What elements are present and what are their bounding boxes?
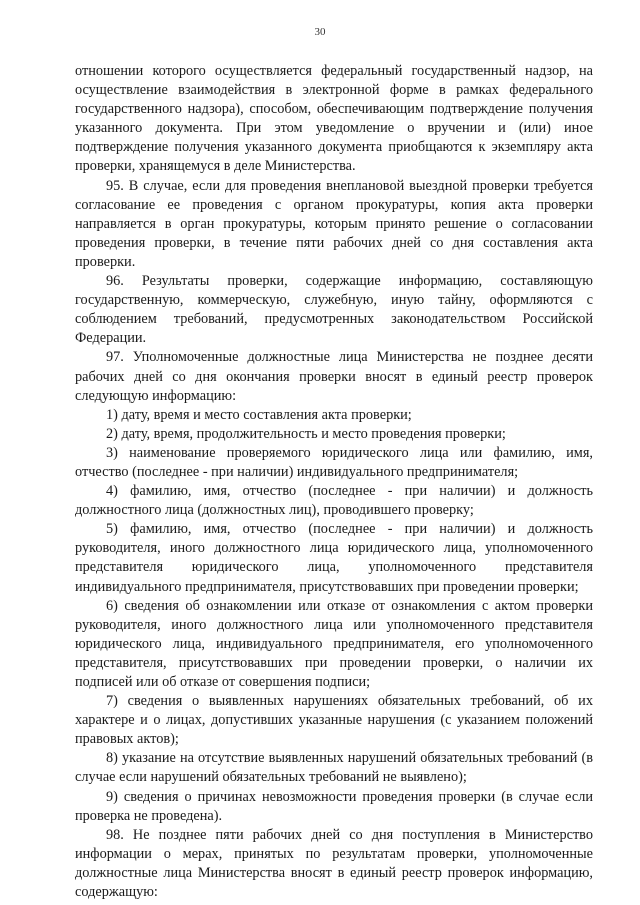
list-item-7: 7) сведения о выявленных нарушениях обязательных требований, об их характере и о лицах, допустивших указанные нарушения (с указанием положений правовых актов); bbox=[75, 693, 593, 748]
paragraph-98: 98. Не позднее пяти рабочих дней со дня поступления в Министерство информации о мерах, принятых по результатам проверки, уполномоченные должностные лица Министерства вносят в единый реестр проверок информацию, содержащую: bbox=[75, 826, 593, 901]
paragraph-96: 96. Результаты проверки, содержащие информацию, составляющую государственную, коммерческую, служебную, иную тайну, оформляются с соблюдением требований, предусмотренных законодательством Российской Федерации. bbox=[75, 273, 593, 347]
list-item-2: 2) дату, время, продолжительность и место проведения проверки; bbox=[106, 425, 506, 442]
paragraph-continuation: отношении которого осуществляется федеральный государственный надзор, на осуществление взаимодействия в электронной форме в рамках федерального государственного надзора), способом, обеспечивающим подтверждение получения указанного документа. При этом уведомление о вручении и (или) иное подтверждение получения указанного документа приобщаются к экземпляру акта проверки, хранящемуся в деле Министерства. bbox=[75, 63, 593, 175]
list-item-8: 8) указание на отсутствие выявленных нарушений обязательных требований (в случае если нарушений обязательных требований не выявлено); bbox=[75, 750, 593, 786]
page-number: 30 bbox=[314, 26, 326, 38]
list-item-4: 4) фамилию, имя, отчество (последнее - при наличии) и должность должностного лица (должностных лиц), проводившего проверку; bbox=[75, 483, 593, 519]
list-item-6: 6) сведения об ознакомлении или отказе от ознакомления с актом проверки руководителя, иного должностного лица или уполномоченного представителя юридического лица, индивидуального предпринимателя, его уполномоченного представителя, присутствовавших при проведении проверки, о наличии их подписей или об отказе от совершения подписи; bbox=[75, 597, 593, 690]
list-item-5: 5) фамилию, имя, отчество (последнее - при наличии) и должность руководителя, иного должностного лица юридического лица, уполномоченного представителя юридического лица, уполномоченного представителя индивидуального предпринимателя, присутствовавших при проведении проверки; bbox=[75, 521, 593, 595]
list-item-9: 9) сведения о причинах невозможности проведения проверки (в случае если проверка не проведена). bbox=[75, 788, 593, 824]
list-item-1: 1) дату, время и место составления акта проверки; bbox=[106, 406, 412, 423]
paragraph-97: 97. Уполномоченные должностные лица Министерства не позднее десяти рабочих дней со дня окончания проверки вносят в единый реестр проверок следующую информацию: bbox=[75, 349, 593, 404]
document-body bbox=[75, 62, 593, 902]
paragraph-95: 95. В случае, если для проведения внеплановой выездной проверки требуется согласование ее проведения с органом прокуратуры, копия акта проверки направляется в орган прокуратуры, которым принято решение о согласовании проведения проверки, в течение пяти рабочих дней со дня составления акта проверки. bbox=[75, 177, 593, 270]
list-item-3: 3) наименование проверяемого юридического лица или фамилию, имя, отчество (последнее - при наличии) индивидуального предпринимателя; bbox=[75, 444, 593, 480]
